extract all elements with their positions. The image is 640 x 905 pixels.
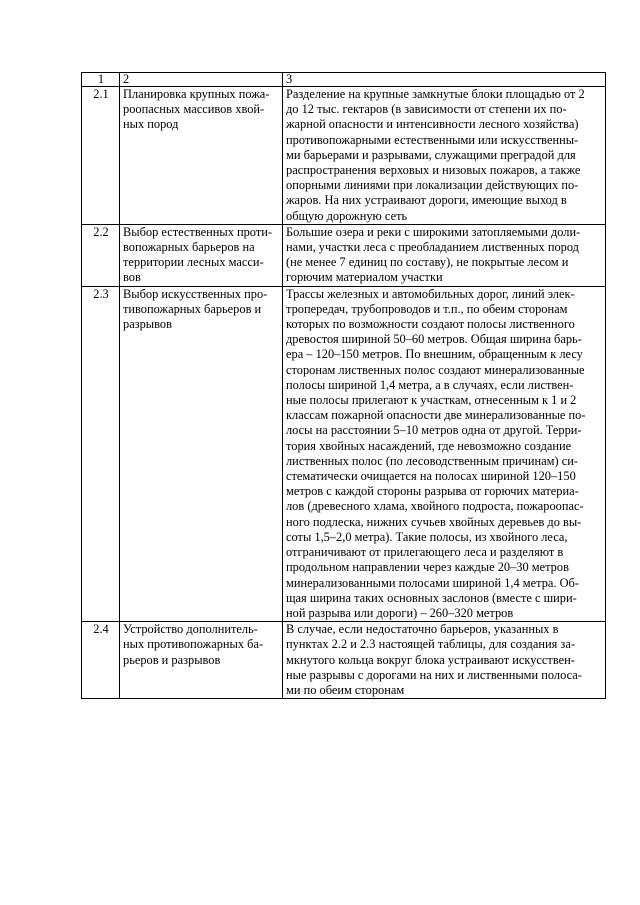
row-measure-description: Разделение на крупные замкнутые блоки площадью от 2 до 12 тыс. гектаров (в зависимости от степени их по- жарной опасности и интенсивности лесного хозяйства) противопожарными естественными или искусственны- ми барьерами и разрывами, служащими преградой для распространения верховых и низовых пожаров, а также опорными линиями при локализации действующих по- жаров. На них устраивают дороги, имеющие выход в общую дорожную сеть: [283, 87, 606, 225]
row-number: 2.2: [82, 224, 120, 286]
column-number-1: 1: [82, 73, 120, 87]
row-number: 2.3: [82, 286, 120, 621]
row-measure-name: Выбор искусственных про- тивопожарных барьеров и разрывов: [120, 286, 283, 621]
row-measure-description: Трассы железных и автомобильных дорог, линий элек- тропередач, трубопроводов и т.п., по обеим сторонам которых по возможности создают полосы лиственного древостоя шириной 50–60 метров. Общая ширина барь- ера – 120–150 метров. По внешним, обращенным к лесу сторонам лиственных полос создают минерализованные полосы шириной 1,4 метра, а в случаях, если листвен- ные полосы прилегают к участкам, отнесенным к 1 и 2 классам пожарной опасности две минерализованные по- лосы на расстоянии 5–10 метров одна от другой. Терри- тория хвойных насаждений, где невозможно создание лиственных полос (по лесоводственным причинам) си- стематически очищается на полосах шириной 120–150 метров с каждой стороны разрыва от горючих материа- лов (древесного хлама, хвойного подроста, пожароопас- ного подлеска, нижних сучьев хвойных деревьев до вы- соты 1,5–2,0 метра). Такие полосы, из хвойного леса, отграничивают от прилегающего леса и разделяют в продольном направлении через каждые 20–30 метров минерализованными полосами шириной 1,4 метра. Об- щая ширина таких основных заслонов (вместе с шири- ной разрыва или дороги) – 260–320 метров: [283, 286, 606, 621]
row-number: 2.1: [82, 87, 120, 225]
fire-barrier-table: [81, 72, 606, 699]
table-row: [82, 622, 606, 699]
table-row: [82, 286, 606, 621]
row-measure-description: В случае, если недостаточно барьеров, указанных в пунктах 2.2 и 2.3 настоящей таблицы, для создания за- мкнутого кольца вокруг блока устраивают искусствен- ные разрывы с дорогами на них и лиственными полоса- ми по обеим сторонам: [283, 622, 606, 699]
row-measure-name: Планировка крупных пожа- роопасных массивов хвой- ных пород: [120, 87, 283, 225]
column-number-3: 3: [283, 73, 606, 87]
row-number: 2.4: [82, 622, 120, 699]
row-measure-name: Устройство дополнитель- ных противопожарных ба- рьеров и разрывов: [120, 622, 283, 699]
table-row: [82, 87, 606, 225]
table-row: [82, 224, 606, 286]
row-measure-description: Большие озера и реки с широкими затопляемыми доли- нами, участки леса с преобладанием лиственных пород (не менее 7 единиц по составу), не покрытые лесом и горючим материалом участки: [283, 224, 606, 286]
row-measure-name: Выбор естественных проти- вопожарных барьеров на территории лесных масси- вов: [120, 224, 283, 286]
table-header-row: [82, 73, 606, 87]
column-number-2: 2: [120, 73, 283, 87]
